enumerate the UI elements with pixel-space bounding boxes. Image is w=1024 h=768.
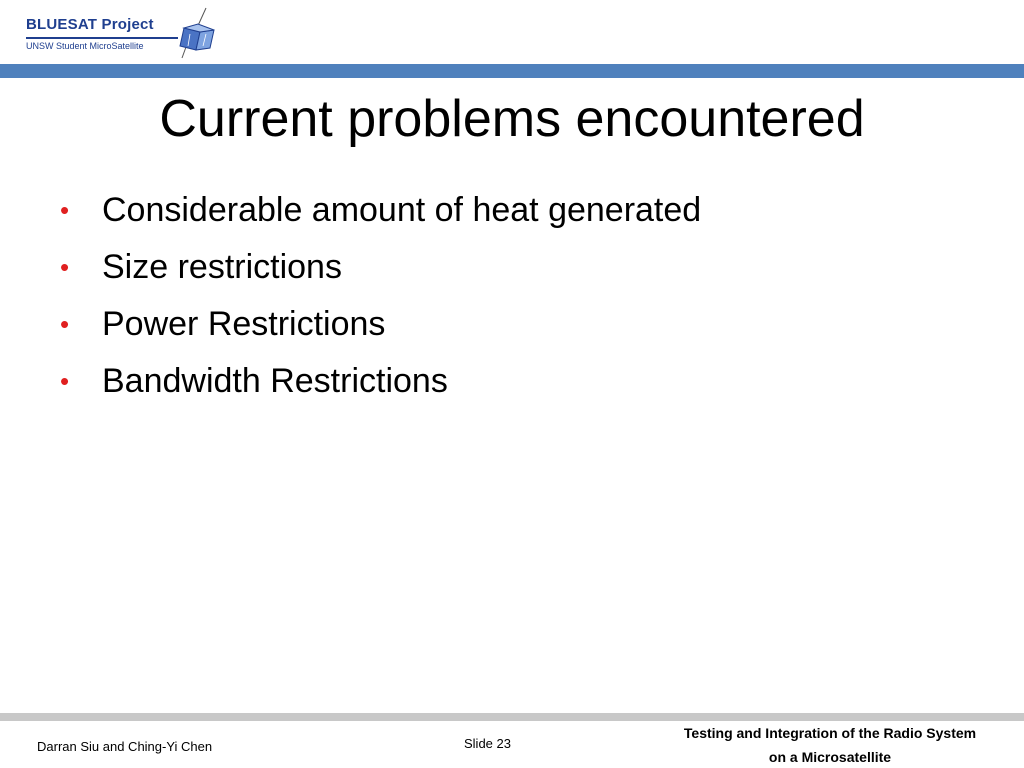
- slide-number: Slide 23: [464, 736, 511, 751]
- bullet-item: [58, 357, 701, 414]
- footer-authors: Darran Siu and Ching-Yi Chen: [37, 739, 213, 754]
- bullet-item: [58, 243, 701, 300]
- bluesat-logo: [24, 6, 214, 64]
- logo-subtitle: UNSW Student MicroSatellite: [26, 41, 144, 51]
- bullet-dot-icon: •: [60, 366, 70, 396]
- bullet-text: Size restrictions: [102, 248, 342, 286]
- header-band: [0, 64, 1024, 78]
- footer-title-line-2: on a Microsatellite: [768, 749, 892, 765]
- footer-title-line-1: Testing and Integration of the Radio System: [683, 725, 977, 741]
- footer-presentation-title: [640, 721, 1020, 768]
- bullet-dot-icon: •: [60, 309, 70, 339]
- footer-divider: [0, 713, 1024, 721]
- bullet-item: [58, 186, 701, 243]
- bullet-dot-icon: •: [60, 195, 70, 225]
- logo-divider: [26, 37, 178, 39]
- bullet-text: Bandwidth Restrictions: [102, 362, 448, 400]
- logo-title: BLUESAT Project: [26, 16, 154, 33]
- bullet-text: Considerable amount of heat generated: [102, 191, 702, 229]
- satellite-icon: [176, 6, 220, 64]
- bullet-item: [58, 300, 701, 357]
- bullet-dot-icon: •: [60, 252, 70, 282]
- bullet-list: [58, 186, 701, 414]
- slide-title: Current problems encountered: [159, 90, 865, 148]
- bullet-text: Power Restrictions: [102, 305, 386, 343]
